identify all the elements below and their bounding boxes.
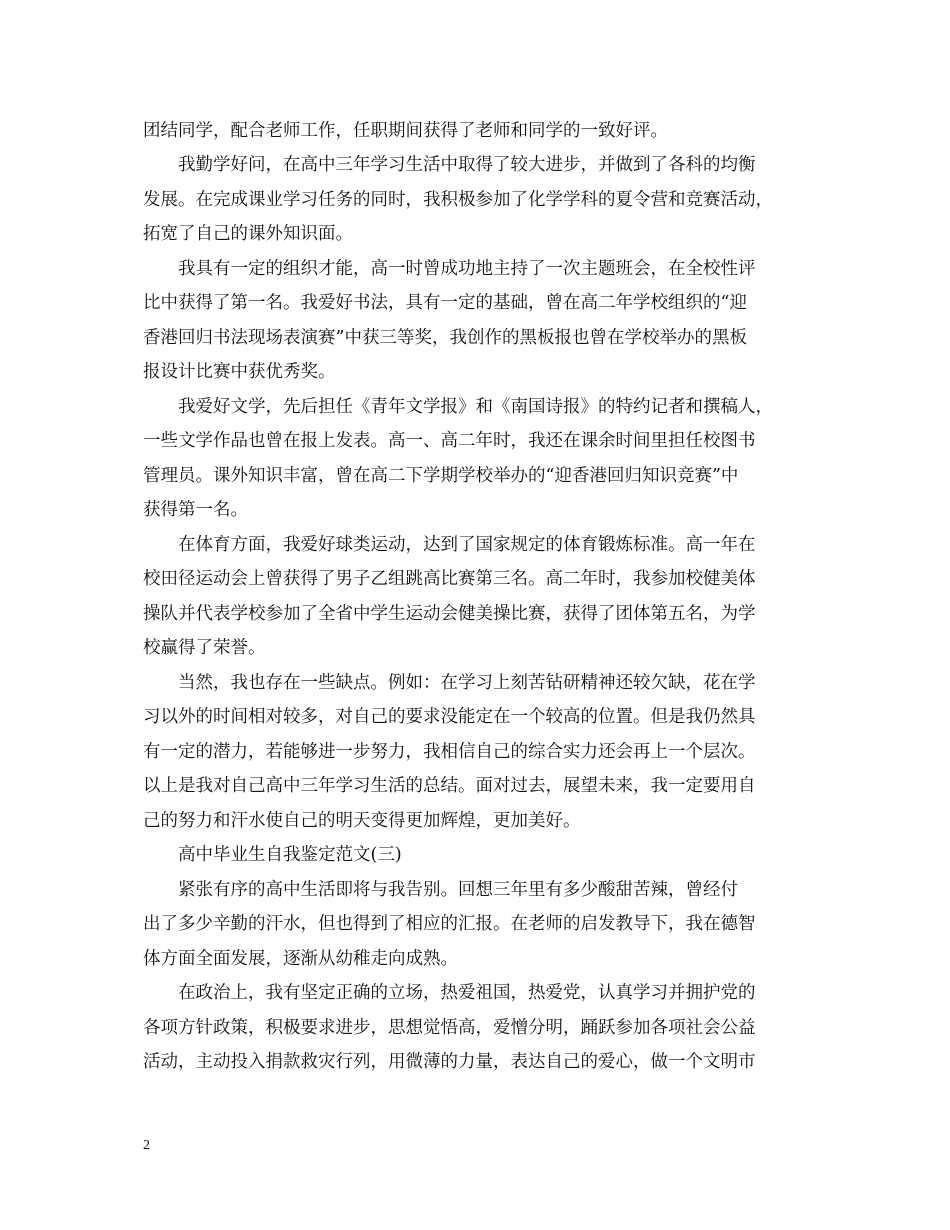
paragraph-first-line: 在体育方面，我爱好球类运动，达到了国家规定的体育锻炼标准。高一年在 [178, 535, 756, 555]
text-line: 拓宽了自己的课外知识面。 [143, 224, 353, 244]
text-line: 校田径运动会上曾获得了男子乙组跳高比赛第三名。高二年时，我参加校健美体 [143, 569, 756, 589]
text-line: 报设计比赛中获优秀奖。 [143, 362, 336, 382]
text-line: 各项方针政策，积极要求进步，思想觉悟高，爱憎分明，踊跃参加各项社会公益 [143, 1018, 756, 1038]
paragraph-first-line: 当然，我也存在一些缺点。例如：在学习上刻苦钻研精神还较欠缺，花在学 [178, 673, 756, 693]
text-line: 香港回归书法现场表演赛”中获三等奖，我创作的黑板报也曾在学校举办的黑板 [143, 328, 747, 348]
paragraph-first-line: 我具有一定的组织才能，高一时曾成功地主持了一次主题班会，在全校性评 [178, 259, 756, 279]
text-line: 己的努力和汗水使自己的明天变得更加辉煌，更加美好。 [143, 811, 581, 831]
text-line: 获得第一名。 [143, 500, 248, 520]
text-line: 操队并代表学校参加了全省中学生运动会健美操比赛，获得了团体第五名，为学 [143, 604, 756, 624]
paragraph-first-line: 在政治上，我有坚定正确的立场，热爱祖国，热爱党，认真学习并拥护党的 [178, 983, 756, 1003]
text-line: 管理员。课外知识丰富，曾在高二下学期学校举办的“迎香港回归知识竞赛”中 [143, 466, 739, 486]
text-line: 出了多少辛勤的汗水，但也得到了相应的汇报。在老师的启发教导下，我在德智 [143, 914, 756, 934]
text-line: 习以外的时间相对较多，对自己的要求没能定在一个较高的位置。但是我仍然具 [143, 707, 756, 727]
text-line: 校赢得了荣誉。 [143, 638, 266, 658]
text-line: 团结同学，配合老师工作，任职期间获得了老师和同学的一致好评。 [143, 121, 668, 141]
text-line: 比中获得了第一名。我爱好书法，具有一定的基础，曾在高二年学校组织的“迎 [143, 293, 747, 313]
page-number: 2 [143, 1138, 150, 1153]
section-heading: 高中毕业生自我鉴定范文(三) [178, 845, 402, 865]
paragraph-first-line: 我勤学好问，在高中三年学习生活中取得了较大进步，并做到了各科的均衡 [178, 155, 756, 175]
paragraph-first-line: 紧张有序的高中生活即将与我告别。回想三年里有多少酸甜苦辣，曾经付 [178, 880, 738, 900]
text-line: 以上是我对自己高中三年学习生活的总结。面对过去，展望未来，我一定要用自 [143, 776, 756, 796]
text-line: 发展。在完成课业学习任务的同时，我积极参加了化学学科的夏令营和竞赛活动， [143, 190, 773, 210]
text-line: 一些文学作品也曾在报上发表。高一、高二年时，我还在课余时间里担任校图书 [143, 431, 756, 451]
text-line: 有一定的潜力，若能够进一步努力，我相信自己的综合实力还会再上一个层次。 [143, 742, 756, 762]
paragraph-first-line: 我爱好文学，先后担任《青年文学报》和《南国诗报》的特约记者和撰稿人， [178, 397, 773, 417]
text-line: 体方面全面发展，逐渐从幼稚走向成熟。 [143, 949, 458, 969]
text-line: 活动，主动投入捐款救灾行列，用微薄的力量，表达自己的爱心，做一个文明市 [143, 1052, 756, 1072]
